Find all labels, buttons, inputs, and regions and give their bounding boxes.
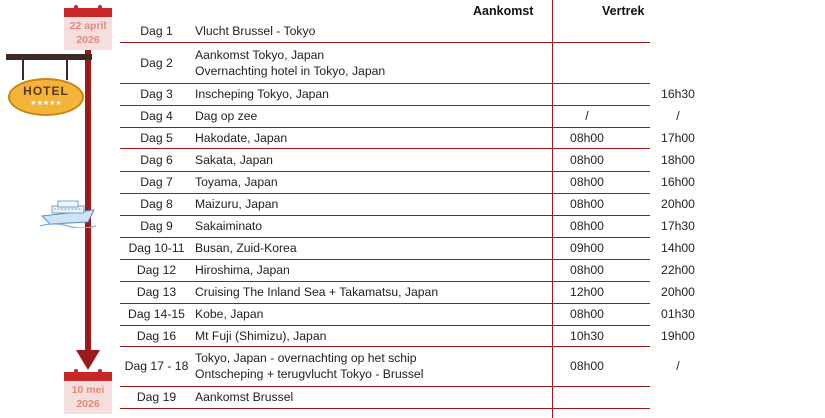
row-place-line: Tokyo, Japan - overnachting op het schip [195,351,417,365]
row-arrival: 08h00 [570,359,604,373]
table-row [120,171,695,194]
calendar-start-year: 2026 [76,34,100,46]
row-place-line: Cruising The Inland Sea + Takamatsu, Japan [195,285,439,299]
row-place [195,281,545,303]
row-day: Dag 9 [140,219,173,233]
row-departure [568,42,788,83]
row-place [195,325,545,346]
row-departure [568,19,788,42]
row-place-line: Maizuru, Japan [195,197,279,211]
timeline-line [85,24,91,354]
row-place-line: Aankomst Tokyo, Japan [195,47,325,62]
table-row [120,148,695,172]
table-row [120,127,695,149]
calendar-end-date: 10 mei [71,384,105,396]
row-place [195,346,545,386]
row-day: Dag 19 [136,390,177,404]
hotel-sign-stars: ★★★★★ [30,100,62,107]
row-place-line: Ontscheping + terugvlucht Tokyo - Brussel [195,367,424,381]
row-departure: 17h00 [661,130,695,145]
row-arrival: 08h00 [570,263,604,277]
row-day: Dag 17 - 18 [124,359,189,373]
row-departure: 17h30 [661,219,695,233]
header-arrival: Aankomst [473,4,534,18]
row-place [195,237,545,259]
row-departure: 14h00 [661,241,695,255]
table-row [120,386,650,409]
row-arrival: 08h00 [570,152,604,167]
row-place-line: Inscheping Tokyo, Japan [195,87,329,101]
row-departure: 01h30 [661,307,695,321]
row-departure: 16h30 [661,87,695,101]
table-row [120,281,695,304]
row-place [195,193,545,215]
row-day: Dag 8 [140,197,173,211]
row-arrival: 08h00 [570,175,604,189]
header-departure: Vertrek [602,4,645,18]
row-place [195,171,545,193]
row-arrival: / [585,109,589,123]
row-day: Dag 7 [140,175,173,189]
row-arrival: 08h00 [570,219,604,233]
table-row [120,19,650,43]
row-departure: 20h00 [661,285,695,299]
row-departure: 19h00 [661,328,695,343]
row-day: Dag 5 [140,130,173,145]
calendar-end-icon [64,372,112,414]
calendar-end-year: 2026 [76,398,100,410]
row-place [195,127,545,148]
cruise-ship-icon [40,196,98,228]
row-place [195,386,545,408]
row-place [195,83,545,105]
row-day: Dag 3 [140,87,173,101]
row-place-line: Busan, Zuid-Korea [195,241,297,255]
row-day: Dag 2 [140,55,173,70]
row-day: Dag 16 [136,328,177,343]
row-place-line: Vlucht Brussel - Tokyo [195,23,316,38]
row-departure [568,386,788,408]
row-place-line: Kobe, Japan [195,307,264,321]
calendar-start-date: 22 april [69,20,107,32]
table-row [120,259,695,282]
row-day: Dag 6 [140,152,173,167]
row-arrival: 12h00 [570,285,604,299]
row-place [195,303,545,325]
row-day: Dag 1 [140,23,173,38]
row-place-line: Mt Fuji (Shimizu), Japan [195,328,327,343]
row-arrival: 08h00 [570,130,604,145]
row-place-line: Overnachting hotel in Tokyo, Japan [195,63,386,78]
table-row [120,346,680,387]
row-departure: 20h00 [661,197,695,211]
table-row [120,83,695,106]
row-place-line: Aankomst Brussel [195,390,294,404]
row-day: Dag 14-15 [128,307,185,321]
row-departure: 18h00 [661,152,695,167]
row-day: Dag 12 [136,263,177,277]
row-departure: / [676,109,680,123]
row-place-line: Sakata, Japan [195,152,273,167]
row-day: Dag 13 [136,285,177,299]
table-row [120,193,695,216]
row-place [195,42,545,83]
row-place [195,19,545,42]
table-row [120,303,695,326]
row-arrival: 08h00 [570,307,604,321]
hotel-chain-right [66,60,68,80]
row-place [195,148,545,171]
row-place [195,259,545,281]
calendar-start-icon [64,8,112,50]
row-departure: 22h00 [661,263,695,277]
row-place-line: Hakodate, Japan [195,130,288,145]
hotel-sign-label: HOTEL [23,84,69,98]
row-place-line: Hiroshima, Japan [195,263,290,277]
row-place-line: Dag op zee [195,109,258,123]
row-day: Dag 10-11 [128,241,185,255]
row-arrival: 08h00 [570,197,604,211]
row-place-line: Toyama, Japan [195,175,278,189]
hotel-sign-icon [8,78,84,116]
table-row [120,42,650,84]
table-row [120,325,695,347]
row-arrival: 09h00 [570,241,604,255]
hotel-chain-left [22,60,24,80]
row-day: Dag 4 [140,109,173,123]
row-departure: 16h00 [661,175,695,189]
row-departure: / [676,359,680,373]
timeline-arrow-icon [76,350,100,370]
row-arrival: 10h30 [570,328,604,343]
row-place [195,105,545,127]
table-row [120,237,695,260]
hotel-sign-post [6,54,92,60]
row-place-line: Sakaiminato [195,219,263,233]
row-place [195,215,545,237]
table-row [120,105,680,128]
table-row [120,215,695,238]
